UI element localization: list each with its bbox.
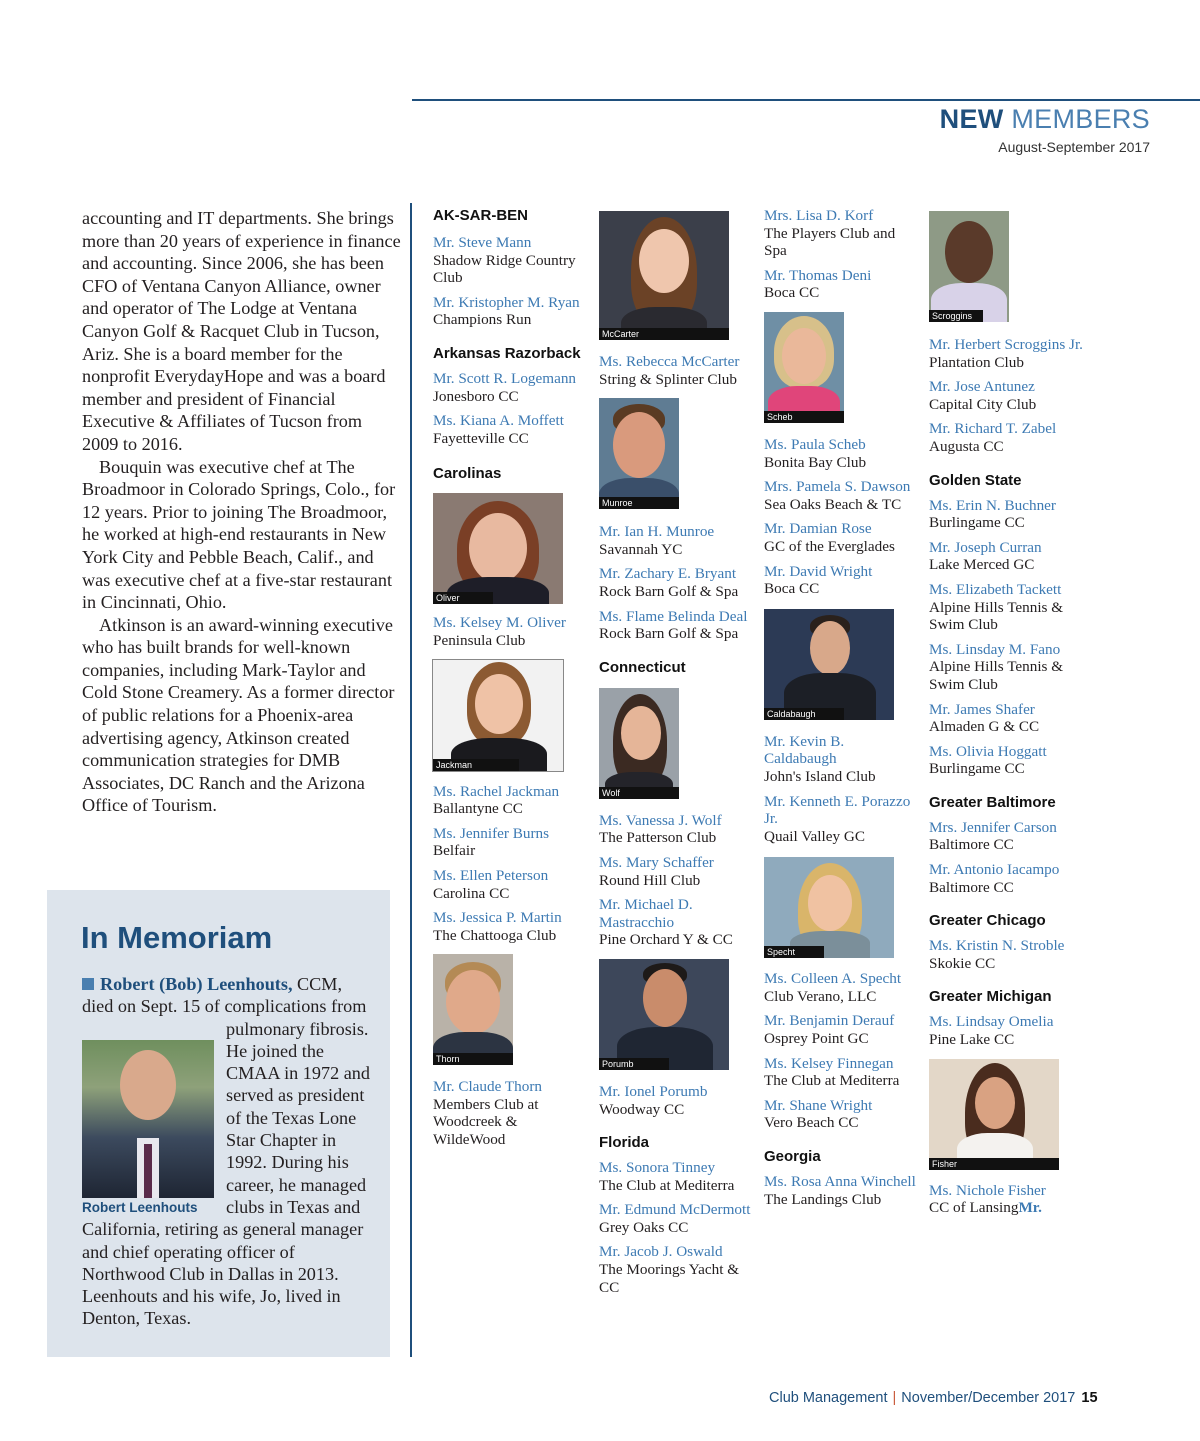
member-entry (929, 497, 1084, 532)
member-name: Ms. Kelsey M. Oliver (433, 614, 566, 632)
member-club: Savannah YC (599, 540, 683, 558)
member-name: Mr. James Shafer (929, 700, 1035, 718)
member-club: Jonesboro CC (433, 387, 519, 405)
member-entry (764, 1097, 919, 1132)
member-name: Ms. Kiana A. Moffett (433, 412, 564, 430)
memoriam-name: Robert (Bob) Leenhouts, (100, 974, 293, 994)
member-entry (764, 436, 919, 471)
member-name: Mr. Richard T. Zabel (929, 420, 1057, 438)
member-entry (929, 581, 1084, 634)
member-club-name: CC of Lansing (929, 1199, 1019, 1217)
photo-caption: Caldabaugh (764, 708, 844, 720)
issue-date: November/December 2017 (901, 1390, 1076, 1406)
member-club: Osprey Point GC (764, 1030, 869, 1048)
member-club: Burlingame CC (929, 514, 1025, 532)
member-entry (599, 1159, 754, 1194)
member-name: Mrs. Lisa D. Korf (764, 207, 874, 224)
photo-caption: Specht (764, 946, 824, 958)
member-club: Capital City Club (929, 395, 1037, 413)
chapter-heading: Carolinas (433, 465, 502, 483)
member-photo (929, 1059, 1059, 1170)
chapter-heading: Greater Chicago (929, 912, 1046, 930)
member-entry (764, 207, 919, 260)
member-club: Members Club at Woodcreek & WildeWood (433, 1095, 539, 1149)
photo-caption: Munroe (599, 497, 679, 509)
member-club: Quail Valley GC (764, 827, 865, 845)
member-entry (929, 819, 1084, 854)
member-entry (433, 1078, 588, 1148)
member-name: Mr. Thomas Deni (764, 266, 872, 284)
article-paragraph: Bouquin was executive chef at The Broadmoor in Colorado Springs, Colo., for 12 years. Prior to joining The Broadmoor, he worked at high-end restaurants in New York City and Pebble Beach, Calif., and was executive chef at a five-star restaurant in Cincinnati, Ohio. (82, 456, 396, 613)
member-name: Ms. Sonora Tinney (599, 1159, 716, 1177)
member-club: The Moorings Yacht & CC (599, 1261, 740, 1296)
member-entry (929, 861, 1084, 896)
member-entry (599, 608, 754, 643)
member-entry (599, 812, 754, 847)
memoriam-photo (82, 1040, 214, 1198)
member-name: Mr. Kevin B. Caldabaugh (764, 732, 845, 768)
member-name: Ms. Rebecca McCarter (599, 353, 740, 370)
memoriam-intro: CCM, died on Sept. 15 of complications from (82, 974, 367, 1017)
chapter-heading: AK-SAR-BEN (433, 207, 528, 224)
photo-caption: Thorn (433, 1053, 513, 1065)
member-entry (929, 1182, 1084, 1217)
photo-caption: Scroggins (929, 310, 983, 322)
member-club: Skokie CC (929, 954, 996, 972)
member-club: Round Hill Club (599, 871, 701, 889)
members-column-2 (599, 207, 754, 1296)
member-club: The Landings Club (764, 1190, 882, 1208)
member-club: Burlingame CC (929, 760, 1025, 778)
member-club: Carolina CC (433, 884, 510, 902)
member-entry (599, 1083, 754, 1118)
member-photo (764, 609, 894, 720)
member-club: Club Verano, LLC (764, 987, 877, 1005)
member-name: Mr. David Wright (764, 562, 873, 580)
member-club: Shadow Ridge Country Club (433, 251, 576, 287)
member-entry (929, 743, 1084, 778)
member-club: The Patterson Club (599, 829, 717, 847)
member-name: Ms. Olivia Hoggatt (929, 742, 1047, 760)
in-memoriam-box (47, 890, 390, 1357)
member-entry (433, 867, 588, 902)
section-title (940, 104, 1150, 135)
photo-caption: Jackman (433, 759, 519, 771)
members-column-3 (764, 207, 919, 1208)
member-entry (764, 1173, 919, 1208)
memoriam-photo-caption: Robert Leenhouts (82, 1200, 198, 1215)
photo-caption: Scheb (764, 411, 844, 423)
member-entry (599, 854, 754, 889)
member-entry (764, 1055, 919, 1090)
member-name: Mr. Damian Rose (764, 520, 872, 538)
member-entry (929, 701, 1084, 736)
member-name: Ms. Linsday M. Fano (929, 640, 1061, 658)
member-club: Sea Oaks Beach & TC (764, 495, 902, 513)
member-name: Mr. Jacob J. Oswald (599, 1243, 723, 1261)
member-club: Vero Beach CC (764, 1114, 859, 1132)
member-name: Mr. Jose Antunez (929, 378, 1035, 396)
member-name: Ms. Rachel Jackman (433, 782, 560, 800)
member-club: Alpine Hills Tennis & Swim Club (929, 598, 1064, 634)
member-entry (764, 563, 919, 598)
member-photo (764, 857, 894, 958)
member-entry (433, 825, 588, 860)
member-entry (599, 523, 754, 558)
photo-caption: Fisher (929, 1158, 1059, 1170)
member-entry (929, 937, 1084, 972)
member-name: Mr. Edmund McDermott (599, 1201, 751, 1219)
member-club: Boca CC (764, 580, 820, 598)
member-name: Ms. Nichole Fisher (929, 1181, 1046, 1199)
member-name: Mrs. Jennifer Carson (929, 818, 1057, 836)
member-name: Ms. Erin N. Buchner (929, 496, 1056, 514)
member-club: John's Island Club (764, 767, 876, 785)
member-entry (764, 267, 919, 302)
member-club: Baltimore CC (929, 878, 1014, 896)
member-entry (433, 909, 588, 944)
member-photo (599, 398, 679, 509)
member-name: Ms. Elizabeth Tackett (929, 580, 1062, 598)
member-entry (599, 353, 754, 388)
member-club: The Club at Mediterra (764, 1072, 900, 1090)
member-name: Ms. Rosa Anna Winchell (764, 1173, 916, 1191)
member-entry (433, 614, 588, 649)
member-photo (433, 954, 513, 1065)
member-name: Mr. Steve Mann (433, 234, 532, 251)
member-overflow-text: Mr. (1018, 1199, 1042, 1217)
publication-name: Club Management (769, 1390, 888, 1406)
member-club: Peninsula Club (433, 631, 526, 649)
member-club: String & Splinter Club (599, 370, 737, 388)
member-club: Grey Oaks CC (599, 1218, 689, 1236)
member-photo (433, 660, 563, 771)
member-club: Bonita Bay Club (764, 453, 867, 471)
section-date: August-September 2017 (998, 139, 1150, 155)
member-entry (599, 1243, 754, 1296)
chapter-heading: Connecticut (599, 658, 686, 676)
members-column-1 (433, 207, 588, 1149)
chapter-heading: Florida (599, 1134, 650, 1152)
member-club: Pine Lake CC (929, 1031, 1015, 1049)
member-club: Baltimore CC (929, 836, 1014, 854)
member-name: Ms. Mary Schaffer (599, 853, 714, 871)
article-paragraph: Atkinson is an award-winning executive who has built brands for well-known companies, including Mark-Taylor and Cold Stone Creamery. As a former director of public relations for a Phoenix-area advertising agency, Atkinson created communication strategies for DMB Associates, DC Ranch and the Arizona Office of Tourism. (82, 614, 395, 816)
chapter-heading: Greater Michigan (929, 988, 1052, 1006)
member-name: Mr. Kristopher M. Ryan (433, 293, 580, 311)
member-photo (599, 211, 729, 340)
photo-caption: McCarter (599, 328, 729, 340)
member-club: Champions Run (433, 311, 532, 329)
square-bullet-icon (82, 978, 94, 990)
member-entry (433, 294, 588, 329)
member-entry (599, 896, 754, 949)
member-club: Woodway CC (599, 1100, 685, 1118)
photo-caption: Oliver (433, 592, 493, 604)
member-photo (599, 688, 679, 799)
member-club: The Club at Mediterra (599, 1176, 735, 1194)
member-entry (433, 783, 588, 818)
photo-caption: Porumb (599, 1058, 669, 1070)
member-club: Rock Barn Golf & Spa (599, 625, 739, 643)
member-entry (929, 1013, 1084, 1048)
member-entry (929, 336, 1084, 371)
member-name: Ms. Kristin N. Stroble (929, 937, 1065, 955)
member-name: Ms. Paula Scheb (764, 435, 866, 453)
member-photo (929, 211, 1009, 322)
member-name: Ms. Colleen A. Specht (764, 970, 902, 988)
member-name: Ms. Jennifer Burns (433, 824, 550, 842)
chapter-heading: Golden State (929, 471, 1022, 489)
member-name: Ms. Lindsay Omelia (929, 1013, 1054, 1031)
article-paragraph: accounting and IT departments. She brings more than 20 years of experience in finance and accounting. Since 2006, she has been CFO of Ventana Canyon Alliance, owner and operator of The Lodge at Ventana Canyon Golf & Racquet Club in Tucson, Ariz. She is a board member for the nonprofit EverydayHope and was a board member and president of Financial Executive & Affiliates of Tucson from 2009 to 2016. (82, 208, 401, 454)
memoriam-title: In Memoriam (81, 920, 273, 955)
member-club: Boca CC (764, 284, 820, 302)
member-club: Lake Merced GC (929, 556, 1035, 574)
member-entry (929, 539, 1084, 574)
member-entry (599, 1201, 754, 1236)
section-title-light: MEMBERS (1011, 104, 1150, 134)
chapter-heading: Arkansas Razorback (433, 344, 581, 362)
footer-separator: | (892, 1390, 897, 1406)
member-name: Ms. Jessica P. Martin (433, 909, 562, 927)
memoriam-body: pulmonary fibrosis. He joined the CMAA in 1972 and served as president of the Texas Lone Star Chapter in 1992. During his career, he managed clubs in Texas and California, retiring as general manager and chief operating officer of Northwood Club in Dallas in 2013. Leenhouts and his wife, Jo, lived in Denton, Texas. (82, 1018, 370, 1329)
member-entry (929, 378, 1084, 413)
member-entry (764, 1012, 919, 1047)
member-photo (433, 493, 563, 604)
member-name: Mr. Herbert Scroggins Jr. (929, 336, 1083, 353)
member-name: Mr. Ionel Porumb (599, 1082, 708, 1100)
member-entry (433, 412, 588, 447)
member-entry (599, 565, 754, 600)
page-number: 15 (1081, 1390, 1098, 1406)
member-name: Ms. Flame Belinda Deal (599, 607, 748, 625)
member-photo (764, 312, 844, 423)
member-club: The Players Club and Spa (764, 224, 896, 260)
member-entry (929, 420, 1084, 455)
member-club: Pine Orchard Y & CC (599, 931, 733, 949)
member-club: Rock Barn Golf & Spa (599, 582, 739, 600)
chapter-heading: Georgia (764, 1148, 821, 1166)
member-name: Mr. Benjamin Derauf (764, 1012, 895, 1030)
chapter-heading: Greater Baltimore (929, 793, 1056, 811)
member-entry (764, 520, 919, 555)
memoriam-text (82, 973, 374, 1330)
member-photo (599, 959, 729, 1070)
member-club: Alpine Hills Tennis & Swim Club (929, 658, 1064, 693)
member-club: Belfair (433, 842, 476, 860)
member-club: Plantation Club (929, 353, 1024, 371)
member-entry (433, 234, 588, 287)
member-club: Almaden G & CC (929, 718, 1040, 736)
member-name: Mr. Antonio Iacampo (929, 861, 1060, 879)
member-entry (764, 793, 919, 846)
member-entry (433, 370, 588, 405)
member-name: Mr. Joseph Curran (929, 538, 1042, 556)
member-name: Mr. Shane Wright (764, 1096, 873, 1114)
member-name: Mrs. Pamela S. Dawson (764, 478, 911, 496)
member-entry (929, 641, 1084, 694)
member-club (929, 1199, 1084, 1217)
member-club: GC of the Everglades (764, 537, 895, 555)
member-name: Ms. Vanessa J. Wolf (599, 811, 722, 829)
member-name: Ms. Kelsey Finnegan (764, 1054, 894, 1072)
section-title-bold: NEW (939, 104, 1004, 134)
member-entry (764, 970, 919, 1005)
member-name: Ms. Ellen Peterson (433, 866, 549, 884)
photo-caption: Wolf (599, 787, 679, 799)
article-continuation (82, 207, 402, 817)
column-divider (410, 203, 412, 1357)
members-column-4 (929, 207, 1084, 1217)
page-footer (769, 1390, 1098, 1406)
member-club: Fayetteville CC (433, 429, 529, 447)
member-name: Mr. Zachary E. Bryant (599, 565, 737, 583)
member-name: Mr. Michael D. Mastracchio (599, 896, 693, 931)
header-rule (412, 99, 1200, 101)
member-name: Mr. Ian H. Munroe (599, 523, 715, 541)
member-club: Ballantyne CC (433, 800, 523, 818)
member-name: Mr. Claude Thorn (433, 1078, 542, 1096)
member-name: Mr. Scott R. Logemann (433, 369, 577, 387)
member-club: The Chattooga Club (433, 926, 557, 944)
member-entry (764, 478, 919, 513)
member-entry (764, 733, 919, 786)
member-club: Augusta CC (929, 437, 1004, 455)
member-name: Mr. Kenneth E. Porazzo Jr. (764, 792, 911, 828)
